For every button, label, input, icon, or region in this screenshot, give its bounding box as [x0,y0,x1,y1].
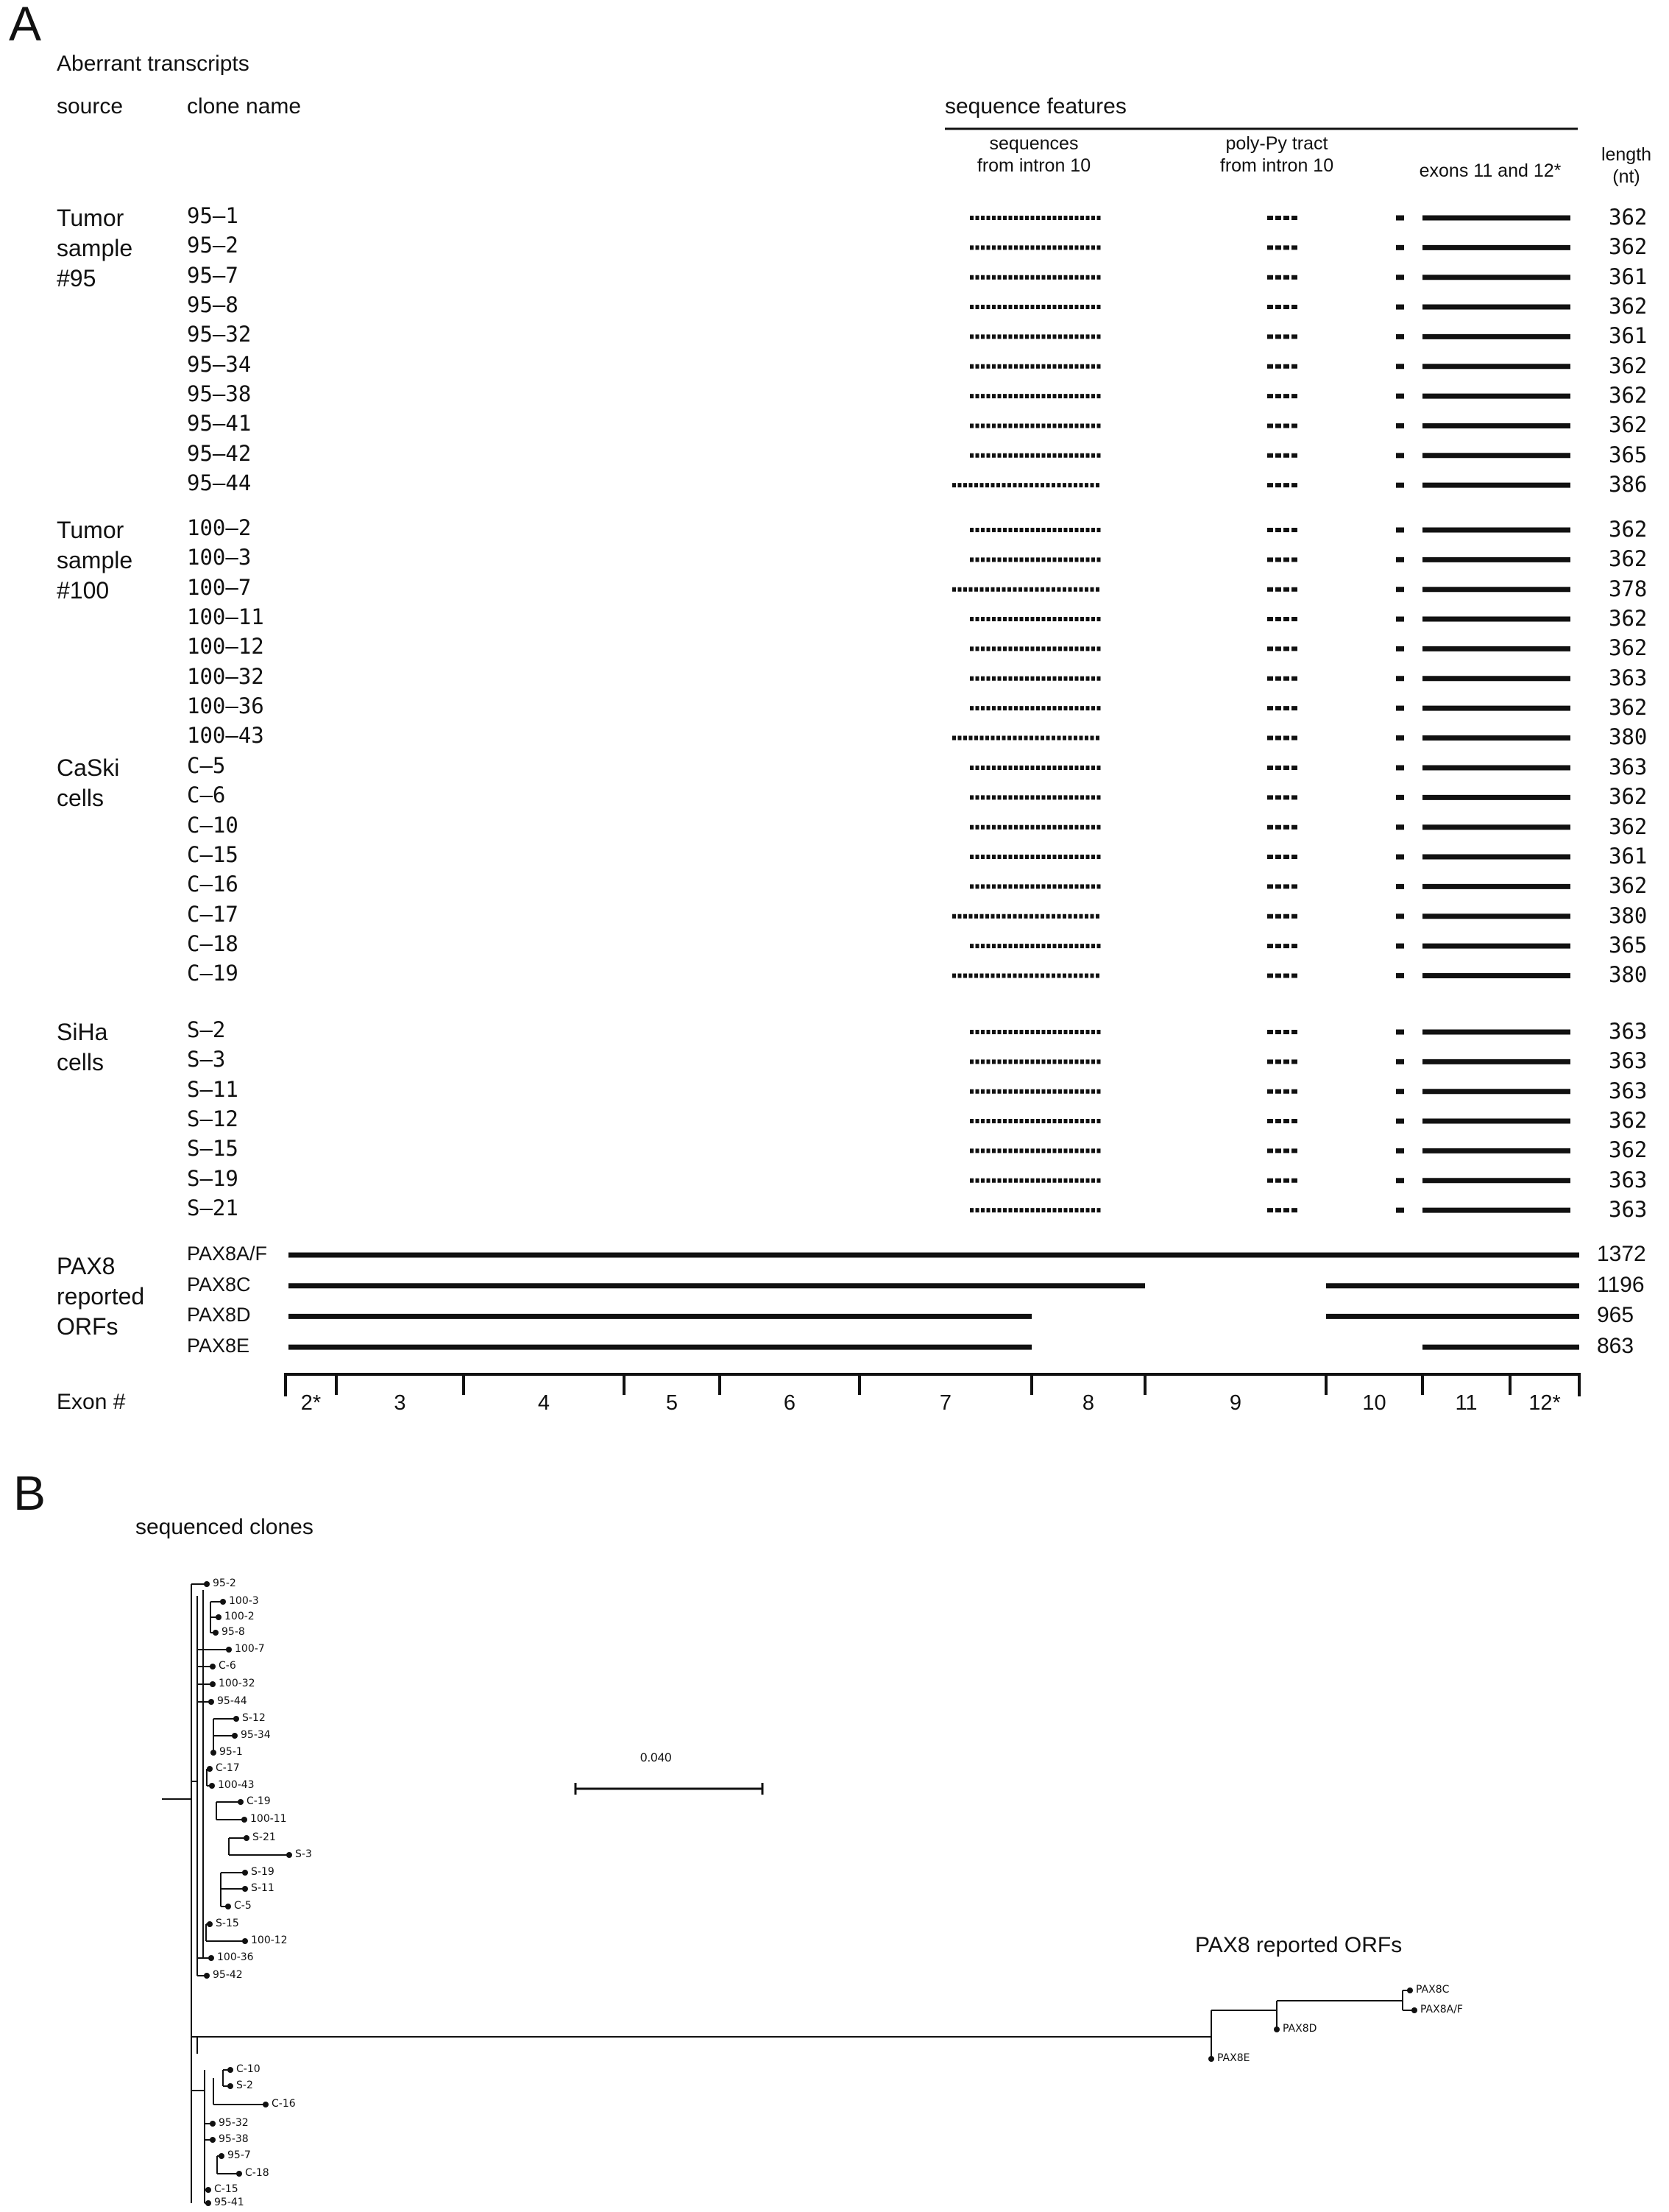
clone-length: 361 [1609,844,1648,869]
clone-length: 361 [1609,323,1648,349]
tree-leaf-node [207,1921,213,1927]
tree-leaf-label: 95-7 [227,2149,251,2161]
exon-number-label: 2* [300,1391,322,1415]
tree-leaf-label: 100-12 [251,1934,288,1946]
tree-leaf-node [227,2067,233,2073]
exon-number-label: 12* [1528,1391,1561,1415]
feature-polypy-line2: from intron 10 [1219,155,1334,176]
tree-leaf-label: C-6 [219,1660,236,1672]
clone-length: 378 [1609,576,1648,601]
exon-number-label: 6 [783,1391,796,1415]
orf-name: PAX8A/F [187,1243,268,1265]
tree-leaf-node [1274,2027,1280,2032]
tree-leaf-node [1411,2007,1417,2013]
clone-length: 362 [1609,234,1648,260]
clone-name: 95–38 [187,381,252,407]
exon-number-label: 9 [1229,1391,1242,1415]
tree-leaf-label: 100-43 [218,1779,255,1791]
tree-leaf-node [241,1817,247,1823]
clone-length: 363 [1609,755,1648,780]
tree-leaf-node [219,2153,224,2159]
tree-leaf-label: PAX8C [1416,1984,1450,1996]
tree-leaf-label: S-11 [251,1882,274,1894]
tree-leaf-label: 100-3 [229,1595,259,1607]
clone-name: C–6 [187,782,226,808]
clone-name: 95–8 [187,292,238,318]
clone-name: C–19 [187,961,238,986]
clone-name: S–19 [187,1165,238,1191]
clone-name: 95–42 [187,440,252,466]
source-label: sample [57,235,133,261]
orf-bars [288,1255,1579,1347]
tree-leaf-label: S-12 [242,1712,266,1724]
orf-name: PAX8C [187,1273,251,1296]
source-label: CaSki [57,755,120,781]
clone-length: 365 [1609,442,1648,467]
clone-length: 362 [1609,813,1648,839]
exon-number-label: 5 [665,1391,678,1415]
exon-number-label: 3 [394,1391,406,1415]
clone-length: 365 [1609,933,1648,958]
tree-leaf-label: C-15 [214,2183,238,2195]
tree-leaf-label: 100-36 [217,1951,254,1963]
tree-leaf-node [205,2200,211,2206]
clone-name: 95–1 [187,203,238,228]
clone-length: 362 [1609,412,1648,438]
tree-leaf-label: S-15 [216,1918,239,1929]
clone-name: 100–3 [187,545,252,570]
tree-leaf-label: 100-2 [224,1611,255,1622]
exon-number-label: 8 [1082,1391,1095,1415]
clone-length: 361 [1609,264,1648,289]
clone-length: 362 [1609,635,1648,661]
tree-leaf-label: 95-1 [219,1746,243,1758]
tree-leaf-node [207,1766,213,1772]
tree-leaf-node [209,1783,215,1789]
length-header-line1: length [1601,144,1652,165]
sequence-features-header: sequence features [945,94,1127,119]
tree-leaf-node [220,1599,226,1605]
panel-b-title: sequenced clones [135,1515,313,1539]
clone-length: 362 [1609,546,1648,572]
tree-leaf-node [213,1630,219,1636]
clone-name: C–15 [187,842,238,868]
clone-length: 362 [1609,517,1648,542]
source-label: Tumor [57,517,124,543]
orf-name: PAX8E [187,1335,250,1357]
orf-length: 1196 [1597,1272,1645,1297]
tree-leaf-node [227,2083,233,2089]
tree-leaf-node [242,1886,248,1892]
clone-name: S–2 [187,1017,226,1042]
source-label: #100 [57,577,110,604]
tree-leaf-label: 95-8 [222,1626,245,1638]
tree-leaf-label: PAX8D [1283,2023,1317,2035]
tree-leaf-node [225,1904,231,1909]
clone-name: S–11 [187,1076,238,1102]
clone-name: 95–44 [187,470,252,496]
feature-exons-label: exons 11 and 12* [1419,160,1562,181]
tree-leaf-node [232,1733,238,1739]
clone-length: 362 [1609,353,1648,378]
tree-leaf-node [263,2102,269,2107]
source-label: sample [57,547,133,573]
source-column-header: source [57,94,124,119]
tree-leaf-node [208,1699,214,1705]
clone-name: 100–36 [187,693,264,719]
tree-leaf-label: 95-42 [213,1969,243,1981]
tree-leaf-label: C-16 [272,2098,296,2110]
tree-leaf-label: 100-32 [219,1678,255,1689]
length-header-line2: (nt) [1612,166,1640,187]
tree-leaf-label: 95-38 [219,2133,249,2145]
clone-name: C–18 [187,931,238,957]
clone-length: 380 [1609,962,1648,988]
clone-name: C–10 [187,812,238,838]
clone-length: 380 [1609,724,1648,750]
clone-length: 363 [1609,665,1648,690]
clone-name: C–5 [187,753,226,778]
clone-name: C–16 [187,872,238,897]
orf-source-label: reported [57,1283,145,1310]
exon-number-label: 10 [1362,1391,1386,1415]
tree-leaf-node [244,1835,249,1841]
tree-leaf-label: 100-7 [235,1643,265,1655]
tree-leaf-node [208,1955,214,1961]
exon-axis [284,1374,1581,1396]
clone-name: 95–7 [187,262,238,288]
orf-source-label: ORFs [57,1313,118,1340]
panel-a-title: Aberrant transcripts [57,52,249,76]
phylogenetic-tree [162,1581,1417,2206]
tree-leaf-label: C-10 [236,2063,261,2075]
orf-length: 965 [1597,1303,1634,1328]
clone-name: S–15 [187,1136,238,1162]
clone-name: C–17 [187,901,238,927]
clone-name: 95–41 [187,411,252,437]
clone-length: 362 [1609,383,1648,409]
clone-length: 362 [1609,873,1648,899]
clone-length: 362 [1609,784,1648,810]
tree-leaf-node [205,2187,211,2193]
clone-name: 100–2 [187,515,252,540]
tree-leaf-label: S-19 [251,1866,274,1878]
source-label: #95 [57,265,96,291]
tree-leaf-label: 95-34 [241,1729,271,1741]
clone-length: 363 [1609,1048,1648,1074]
tree-leaf-node [204,1973,210,1979]
orf-group-label: PAX8 reported ORFs [1195,1933,1403,1957]
exon-number-label: 11 [1455,1391,1478,1415]
orf-source-label: PAX8 [57,1253,116,1279]
tree-leaf-node [238,1799,244,1805]
clone-name: 95–34 [187,351,252,377]
clone-length: 362 [1609,1137,1648,1163]
orf-length: 1372 [1597,1242,1646,1266]
clone-length: 362 [1609,294,1648,319]
panel-a-letter: A [9,0,42,51]
clone-name: 100–43 [187,723,264,749]
clone-length: 362 [1609,695,1648,721]
tree-leaf-node [233,1716,239,1722]
clone-length: 380 [1609,902,1648,928]
clone-name: S–12 [187,1106,238,1132]
clone-name: S–21 [187,1195,238,1221]
panel-b-letter: B [13,1466,46,1520]
clone-name: 95–2 [187,233,238,258]
exon-number-label: 4 [537,1391,550,1415]
tree-leaf-node [236,2171,242,2177]
tree-leaf-label: C-5 [234,1900,252,1912]
feature-intron-line1: sequences [989,133,1079,154]
clone-length: 386 [1609,472,1648,498]
source-label: cells [57,1049,104,1075]
source-label: Tumor [57,205,124,231]
tree-leaf-node [210,1681,216,1687]
tree-leaf-label: PAX8E [1217,2052,1250,2064]
tree-leaf-label: 95-41 [214,2197,244,2208]
tree-leaf-node [1407,1987,1413,1993]
feature-marks [952,218,1570,1210]
clone-length: 362 [1609,205,1648,230]
source-label: cells [57,785,104,811]
tree-leaf-node [286,1852,292,1858]
tree-leaf-label: PAX8A/F [1420,2004,1463,2015]
tree-leaf-label: 95-2 [213,1577,236,1589]
clone-length: 362 [1609,1108,1648,1134]
tree-leaf-label: S-3 [295,1848,312,1860]
clone-name: 95–32 [187,322,252,347]
tree-leaf-label: S-2 [236,2080,253,2091]
clone-length: 362 [1609,606,1648,632]
tree-leaf-label: 100-11 [250,1813,287,1825]
feature-polypy-line1: poly-Py tract [1225,133,1328,154]
source-label: SiHa [57,1019,108,1045]
tree-leaf-node [226,1647,232,1653]
clone-length: 363 [1609,1019,1648,1044]
scale-bar-label: 0.040 [640,1750,672,1764]
tree-leaf-node [210,2137,216,2143]
clone-name: 100–7 [187,574,252,600]
tree-leaf-node [210,2121,216,2127]
tree-leaf-label: 95-44 [217,1695,247,1707]
tree-leaf-label: C-18 [245,2167,269,2179]
clone-length: 363 [1609,1078,1648,1103]
clone-name: 100–32 [187,663,264,689]
tree-leaf-label: C-19 [247,1795,271,1807]
clone-name: 100–11 [187,604,264,630]
tree-leaf-node [242,1938,248,1944]
clone-column-header: clone name [187,94,302,119]
exon-axis-label: Exon # [57,1390,126,1414]
orf-length: 863 [1597,1334,1634,1359]
tree-leaf-label: C-17 [216,1762,240,1774]
orf-name: PAX8D [187,1304,251,1326]
tree-leaf-node [216,1614,222,1620]
tree-leaf-node [210,1664,216,1669]
clone-name: 100–12 [187,634,264,660]
tree-leaf-node [204,1581,210,1587]
feature-intron-line2: from intron 10 [977,155,1091,176]
tree-leaf-node [242,1870,248,1876]
clone-length: 363 [1609,1167,1648,1192]
tree-leaf-node [1208,2056,1214,2062]
tree-leaf-label: 95-32 [219,2117,249,2129]
clone-length: 363 [1609,1197,1648,1223]
tree-leaf-label: S-21 [252,1831,276,1843]
exon-number-label: 7 [939,1391,952,1415]
clone-name: S–3 [187,1047,226,1073]
